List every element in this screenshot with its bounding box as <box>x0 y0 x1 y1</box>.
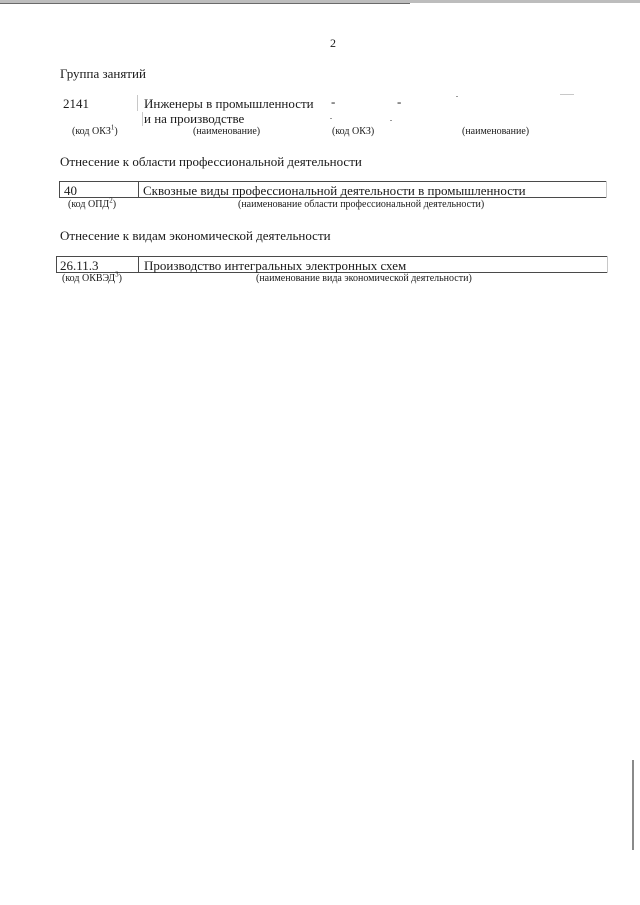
professional-area-heading: Отнесение к области профессиональной деятельности <box>60 154 362 169</box>
table-line <box>59 181 60 198</box>
okz-name-2: - <box>397 94 402 109</box>
okz-name-line1: Инженеры в промышленности <box>144 96 314 111</box>
table-line <box>138 256 139 273</box>
okz-name-caption-2: (наименование) <box>462 126 530 137</box>
table-line <box>560 94 574 95</box>
okved-name: Производство интегральных электронных схем <box>144 258 407 273</box>
cell-divider <box>142 112 143 126</box>
okz-name-caption: (наименование) <box>193 126 261 137</box>
table-line <box>606 181 607 198</box>
table-line <box>607 256 608 273</box>
scan-speck <box>390 120 392 121</box>
opd-name: Сквозные виды профессиональной деятельности в промышленности <box>143 183 526 198</box>
occupation-group-heading: Группа занятий <box>60 66 146 81</box>
okz-code-caption: (код ОКЗ$^1$) <box>72 123 118 137</box>
opd-code: 40 <box>64 183 77 198</box>
scan-speck <box>330 118 332 119</box>
okved-name-caption: (наименование вида экономической деятельности) <box>256 273 472 284</box>
okz-code-caption-2: (код ОКЗ) <box>332 126 375 137</box>
scan-edge-mark <box>632 760 634 850</box>
table-line <box>138 181 139 198</box>
scan-border-line <box>0 3 410 4</box>
opd-code-caption: (код ОПД$^2$) <box>68 196 117 210</box>
page-number: 2 <box>330 36 336 50</box>
economic-activity-heading: Отнесение к видам экономической деятельности <box>60 228 331 243</box>
opd-name-caption: (наименование области профессиональной деятельности) <box>238 199 485 210</box>
okz-name-line2: и на производстве <box>144 111 245 126</box>
table-line <box>56 256 57 273</box>
okz-code-2: - <box>331 94 336 109</box>
okved-code-caption: (код ОКВЭД$^3$) <box>62 270 122 284</box>
scan-speck <box>456 96 458 97</box>
okved-code: 26.11.3 <box>60 258 99 273</box>
cell-divider <box>137 95 138 111</box>
okz-code: 2141 <box>63 96 89 111</box>
table-line <box>59 181 607 182</box>
